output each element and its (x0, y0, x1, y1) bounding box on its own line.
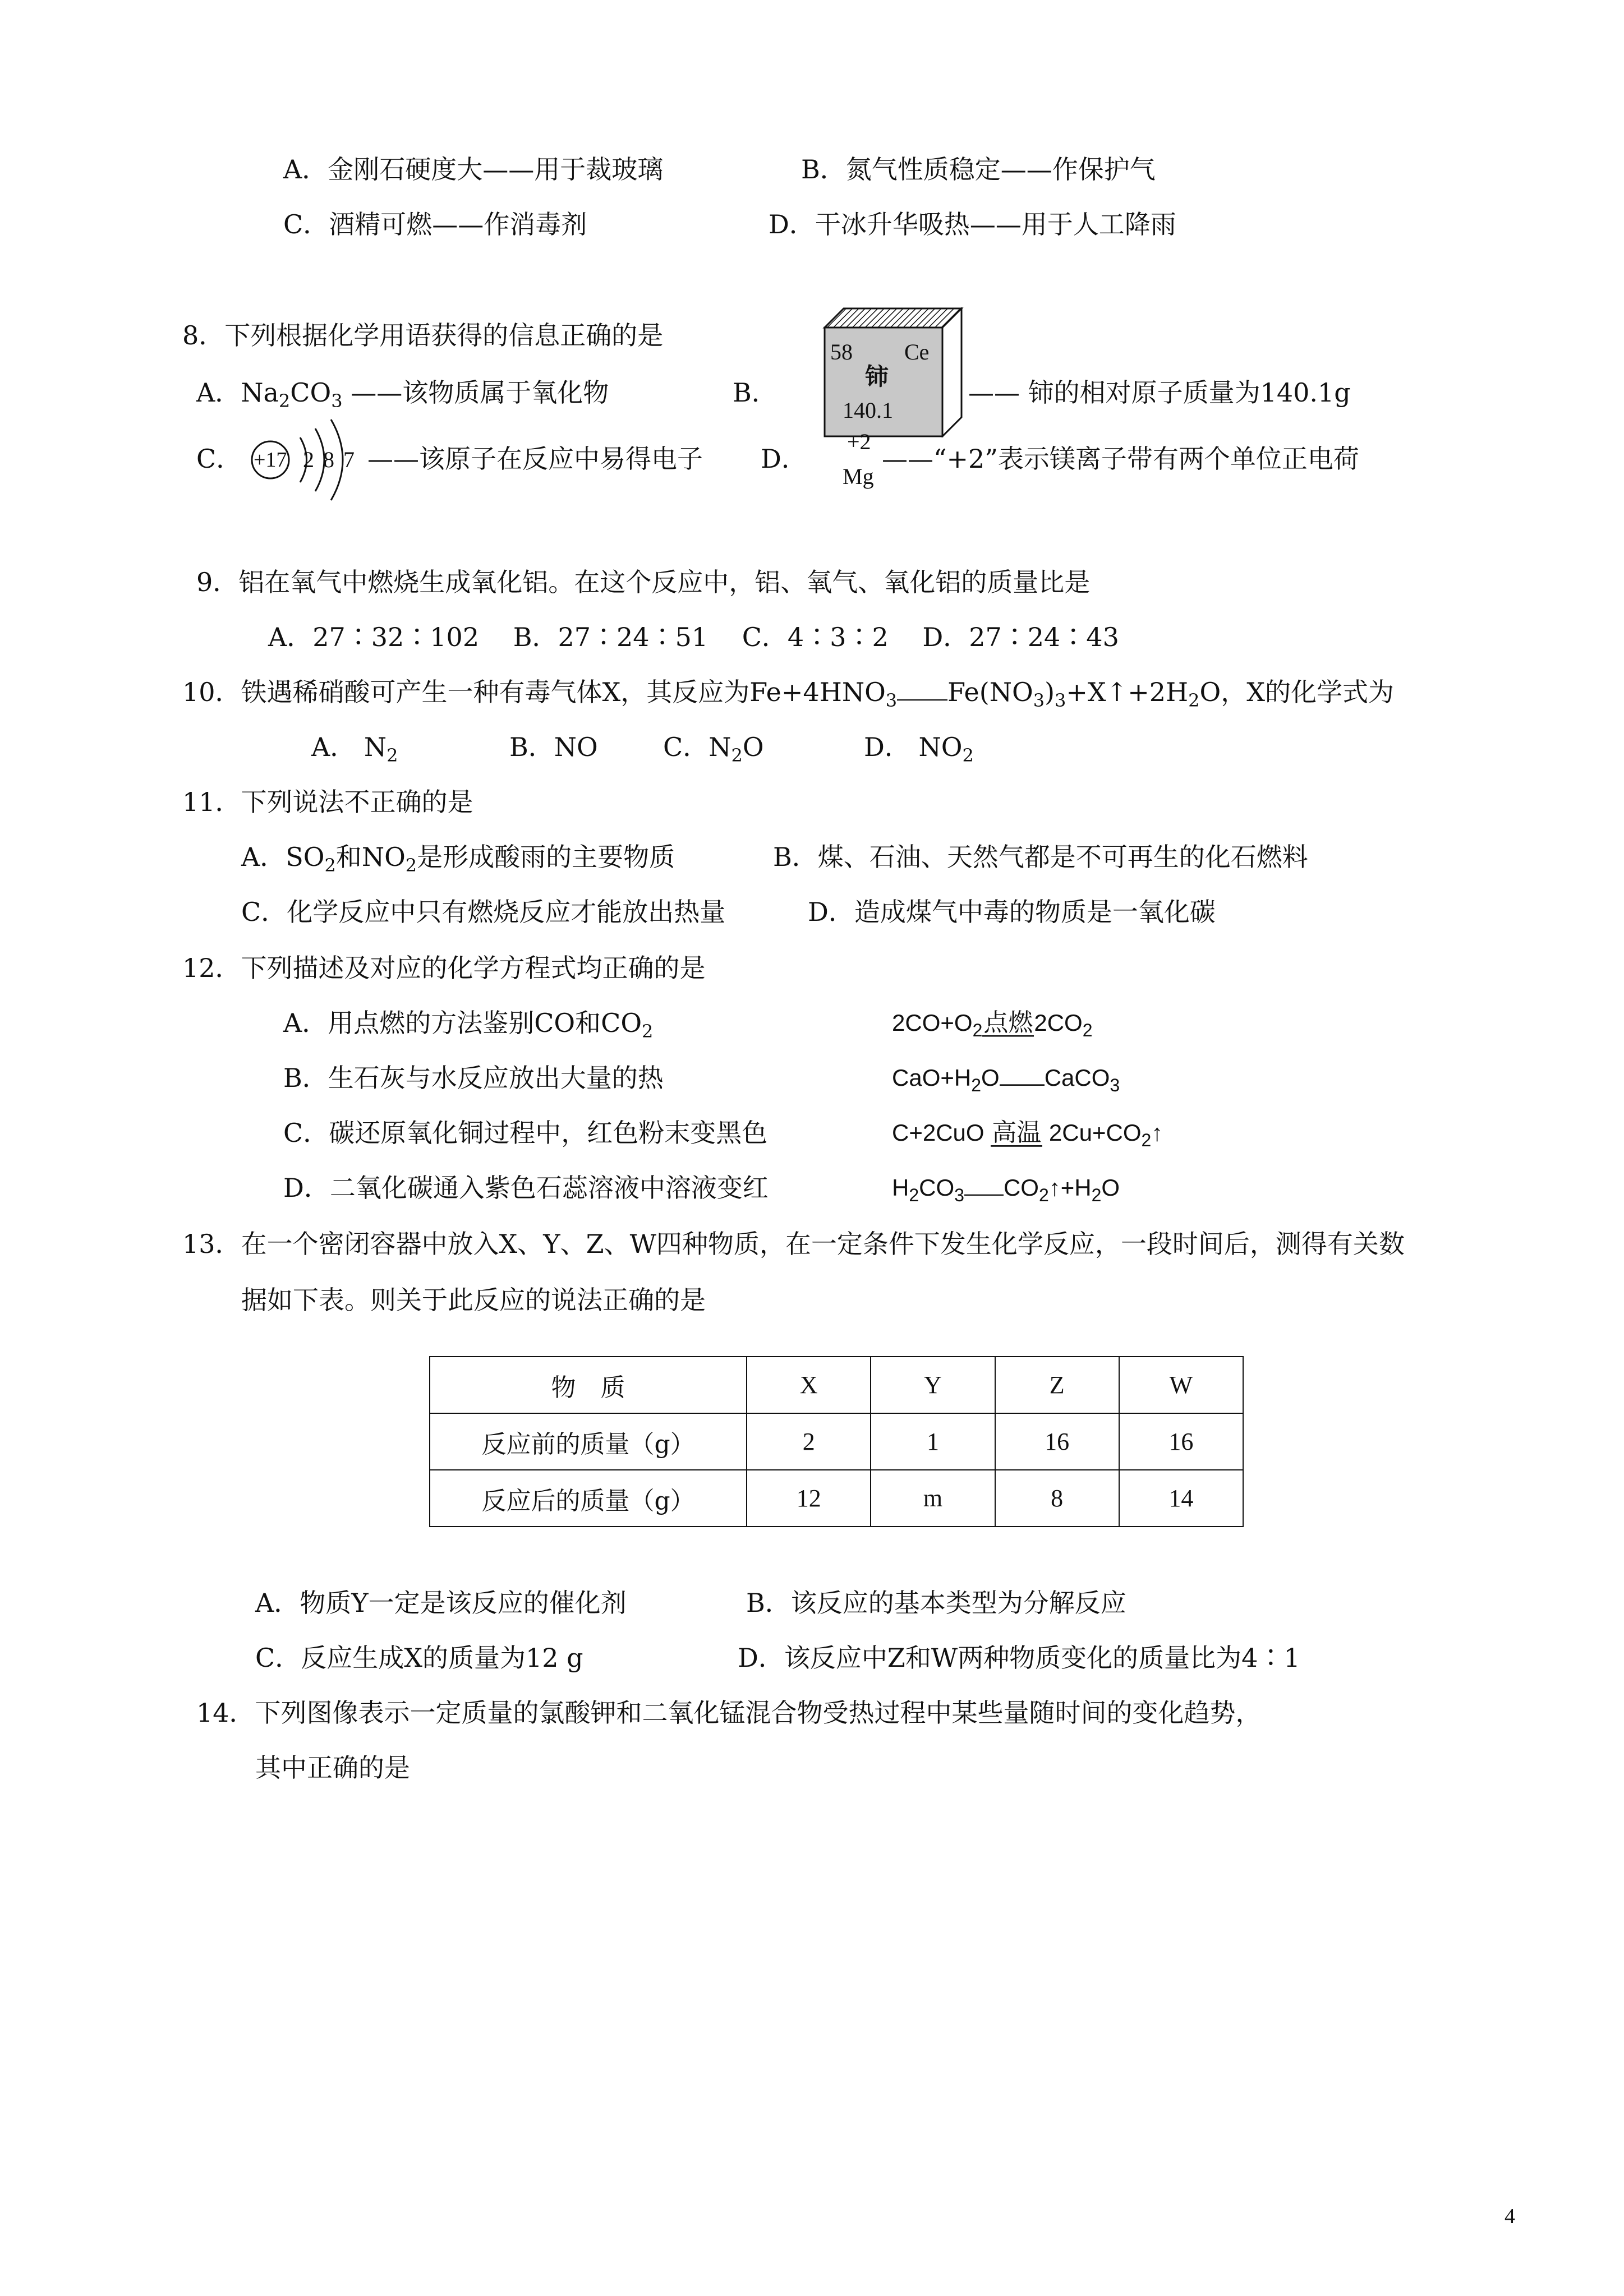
electron-shells: 2 8 7 (303, 447, 355, 472)
table-cell: 反应后的质量（g） (430, 1470, 747, 1527)
q14-stem-line1: 14．下列图像表示一定质量的氯酸钾和二氧化锰混合物受热过程中某些量随时间的变化趋势， (196, 1698, 1262, 1728)
q13-option-b: B．该反应的基本类型为分解反应 (746, 1588, 1126, 1618)
table-header-row (430, 1357, 1243, 1413)
q11-stem: 11．下列说法不正确的是 (182, 787, 473, 817)
q13-option-d: D．该反应中Z和W两种物质变化的质量比为4∶1 (738, 1643, 1300, 1673)
nucleus-charge: +17 (254, 448, 287, 472)
q12-option-d-text: D．二氧化碳通入紫色石蕊溶液中溶液变红 (283, 1173, 769, 1203)
cerium-name: 铈 (865, 363, 889, 390)
table-cell: 16 (995, 1413, 1119, 1470)
table-header-cell: Y (871, 1357, 995, 1413)
q14-stem-line2: 其中正确的是 (255, 1753, 410, 1783)
q12-option-b-text: B．生石灰与水反应放出大量的热 (283, 1063, 664, 1093)
q11-option-c: C．化学反应中只有燃烧反应才能放出热量 (241, 897, 726, 927)
magnesium-charge: +2 (847, 429, 871, 454)
table-header-cell: 物 质 (430, 1357, 747, 1413)
table-cell: 2 (747, 1413, 871, 1470)
table-cell: 12 (747, 1470, 871, 1527)
q11-option-d: D．造成煤气中毒的物质是一氧化碳 (808, 897, 1216, 927)
q12-option-c-equation: C+2CuO 高温 $2Cu+CO_2↑$ (892, 1118, 1163, 1150)
q8-option-d-text: ——“+2”表示镁离子带有两个单位正电荷 (882, 444, 1359, 474)
q10-option-c: C．$N_2O$ (663, 732, 764, 766)
q8-option-a: A．$Na_2CO_3$ ——该物质属于氧化物 (196, 377, 609, 412)
q7-option-c: C．酒精可燃——作消毒剂 (283, 209, 587, 239)
q13-option-a: A．物质Y一定是该反应的催化剂 (255, 1588, 627, 1618)
q11-option-b: B．煤、石油、天然气都是不可再生的化石燃料 (773, 842, 1308, 872)
q8-option-b-label: B． (733, 377, 778, 408)
q8-option-c-label: C． (196, 444, 242, 474)
table-header-cell: X (747, 1357, 871, 1413)
q9-options: A．27∶32∶102 B．27∶24∶51 C．4∶3∶2 D．27∶24∶43 (268, 622, 1119, 652)
q11-option-a: A．$SO_2$和$NO_2$是形成酸雨的主要物质 (241, 842, 675, 876)
mass-data-table (429, 1356, 1244, 1527)
q8-option-b-text: —— 铈的相对原子质量为140.1g (968, 377, 1351, 408)
q10-option-b: B．NO (509, 732, 598, 762)
table-row (430, 1470, 1243, 1527)
q8-option-c-text: ——该原子在反应中易得电子 (367, 444, 703, 474)
q8-stem: 8．下列根据化学用语获得的信息正确的是 (182, 320, 664, 351)
cerium-mass: 140.1 (843, 398, 893, 423)
table-header-cell: Z (995, 1357, 1119, 1413)
q13-stem-line1: 13．在一个密闭容器中放入X、Y、Z、W四种物质，在一定条件下发生化学反应，一段时间后，测得有关数 (182, 1229, 1405, 1259)
q7-option-b: B．氮气性质稳定——作保护气 (801, 154, 1156, 185)
table-cell: m (871, 1470, 995, 1527)
q13-stem-line2: 据如下表。则关于此反应的说法正确的是 (241, 1285, 706, 1315)
cerium-symbol: Ce (904, 339, 930, 365)
q7-option-a: A．金刚石硬度大——用于裁玻璃 (283, 154, 664, 185)
table-cell: 反应前的质量（g） (430, 1413, 747, 1470)
q9-stem: 9．铝在氧气中燃烧生成氧化铝。在这个反应中，铝、氧气、氧化铝的质量比是 (196, 567, 1091, 597)
table-header-cell: W (1119, 1357, 1243, 1413)
q12-option-d-equation: $H_2CO_3$ $CO_2↑+H_2O$ (892, 1174, 1120, 1205)
q7-option-d: D．干冰升华吸热——用于人工降雨 (769, 209, 1176, 239)
q10-option-d: D． $NO_2$ (864, 732, 974, 766)
q13-option-c: C．反应生成X的质量为12 g (255, 1643, 583, 1673)
q12-stem: 12．下列描述及对应的化学方程式均正确的是 (182, 953, 706, 983)
q10-option-a: A． $N_2$ (311, 732, 398, 766)
q12-option-c-text: C．碳还原氧化铜过程中，红色粉末变黑色 (283, 1118, 768, 1148)
table-cell: 8 (995, 1470, 1119, 1527)
q12-option-a-equation: $2CO+O_2$点燃$2CO_2$ (892, 1008, 1093, 1040)
table-cell: 14 (1119, 1470, 1243, 1527)
q12-option-a-text: A．用点燃的方法鉴别CO和$CO_2$ (283, 1008, 654, 1042)
q8-option-d-label: D． (761, 444, 807, 474)
q12-option-b-equation: $CaO+H_2O$ CaCO$_3$ (892, 1064, 1120, 1095)
table-cell: 16 (1119, 1413, 1243, 1470)
table-cell: 1 (871, 1413, 995, 1470)
cerium-atomic-number: 58 (830, 339, 853, 365)
table-row (430, 1413, 1243, 1470)
magnesium-symbol: Mg (843, 464, 874, 489)
page-number: 4 (1505, 2205, 1515, 2228)
q10-stem: 10．铁遇稀硝酸可产生一种有毒气体X，其反应为$Fe+4HNO_3$ $Fe(NO_3)_3+X↑+2H_2O$，X的化学式为 (182, 677, 1394, 711)
